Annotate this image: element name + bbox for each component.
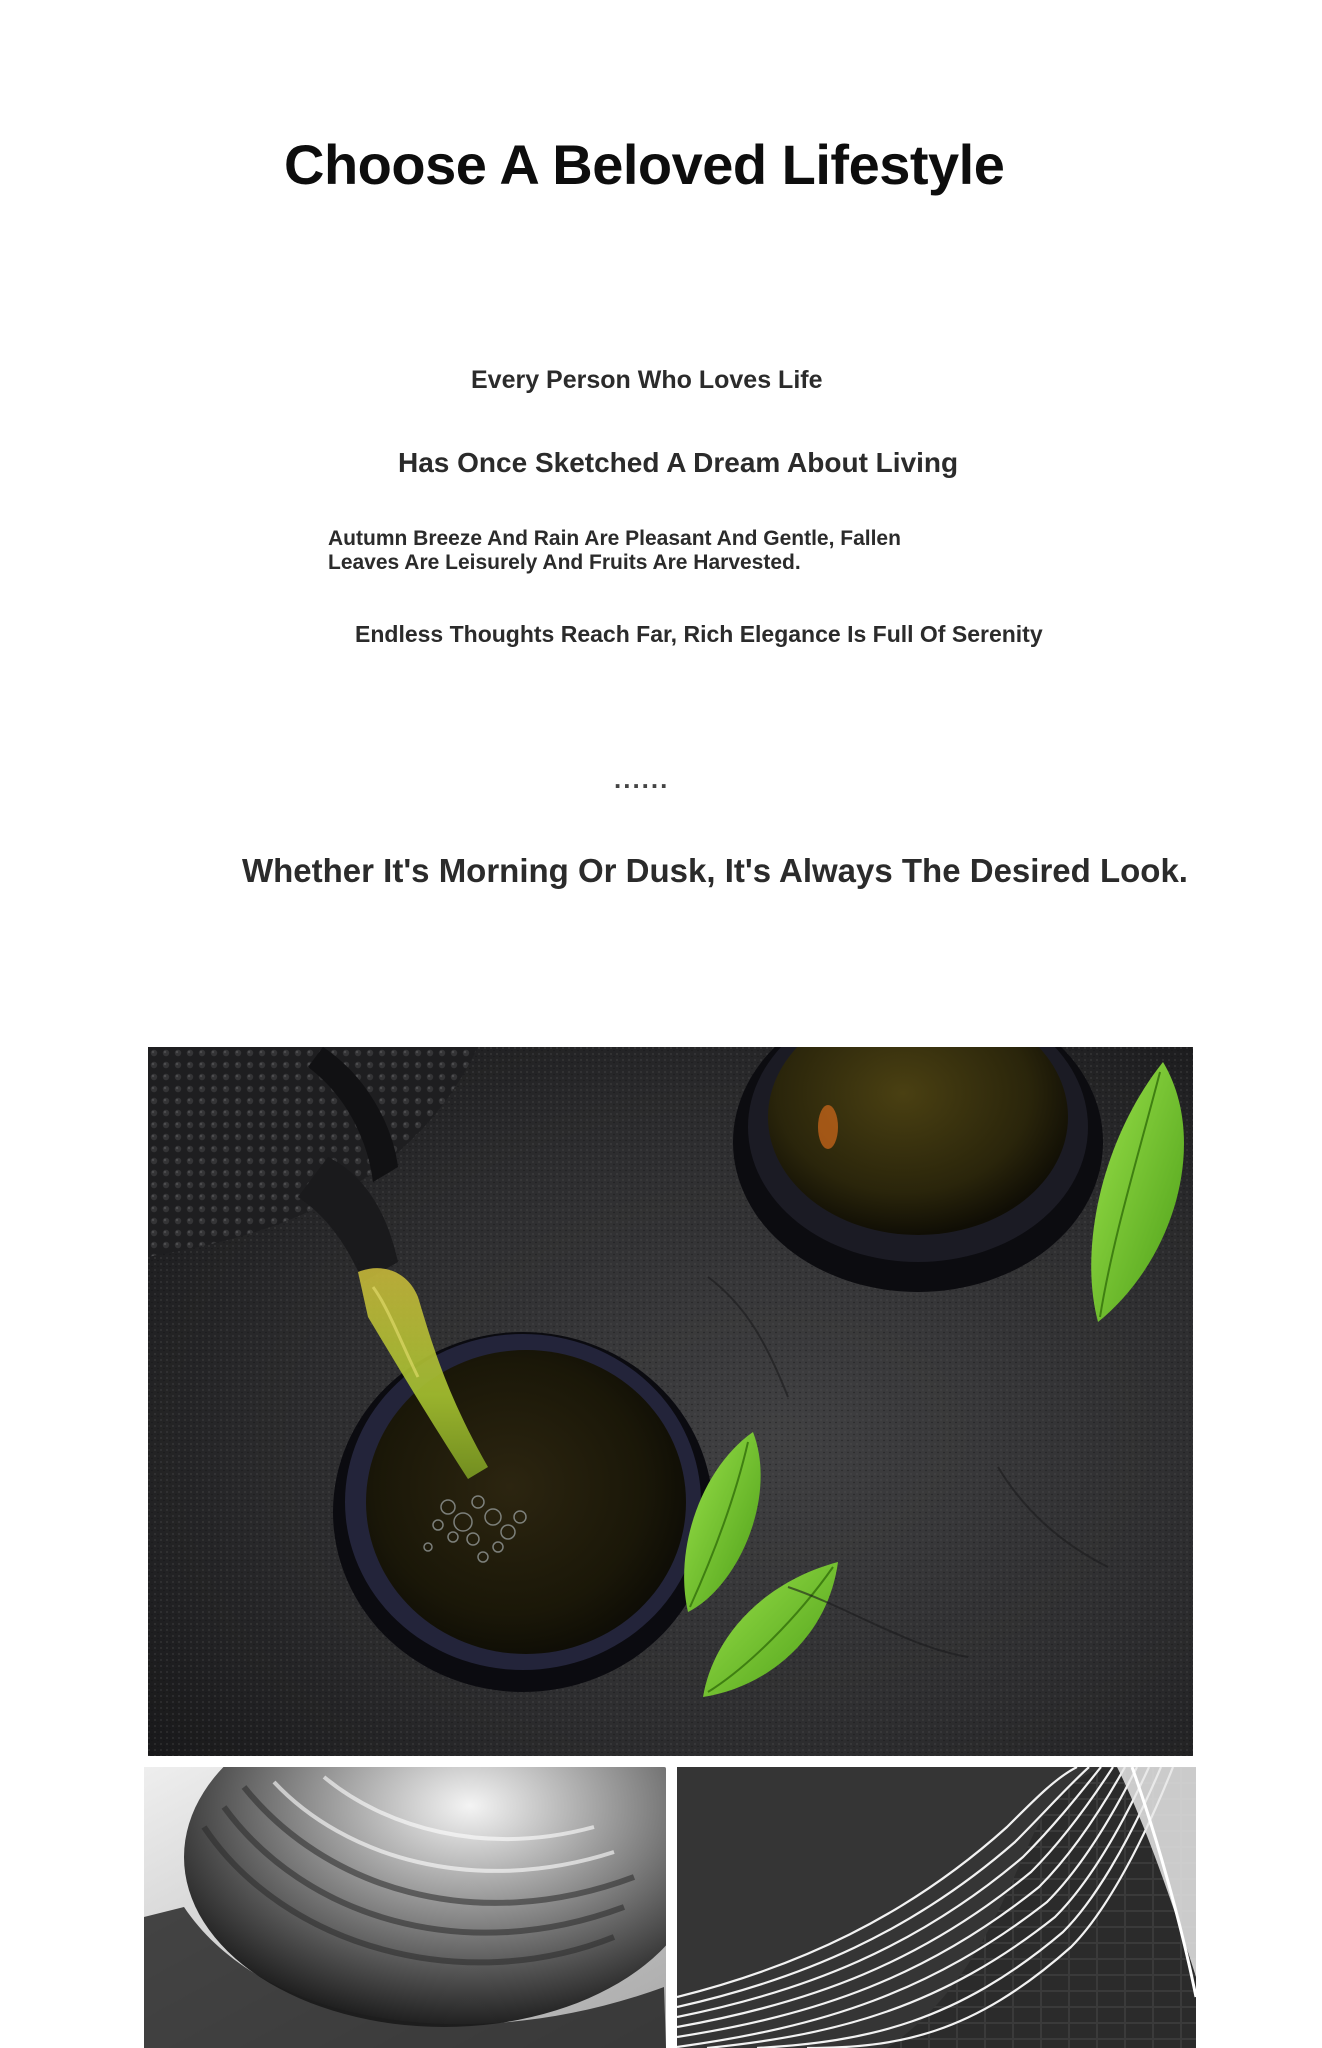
intro-line-1: Every Person Who Loves Life xyxy=(471,366,823,394)
intro-paragraph: Autumn Breeze And Rain Are Pleasant And Gentle, Fallen Leaves Are Leisurely And Fruits Are Harvested. xyxy=(328,527,901,574)
intro-line-2: Has Once Sketched A Dream About Living xyxy=(398,447,959,478)
ceramic-swirl-photo xyxy=(144,1767,666,2048)
tagline: Whether It's Morning Or Dusk, It's Always The Desired Look. xyxy=(242,852,1188,889)
architecture-curve-photo xyxy=(677,1767,1196,2048)
tea-pouring-photo xyxy=(148,1047,1193,1756)
page-title: Choose A Beloved Lifestyle xyxy=(284,133,1005,196)
ellipsis-text: ...... xyxy=(614,764,670,794)
intro-line-4: Endless Thoughts Reach Far, Rich Elegance Is Full Of Serenity xyxy=(355,621,1043,647)
